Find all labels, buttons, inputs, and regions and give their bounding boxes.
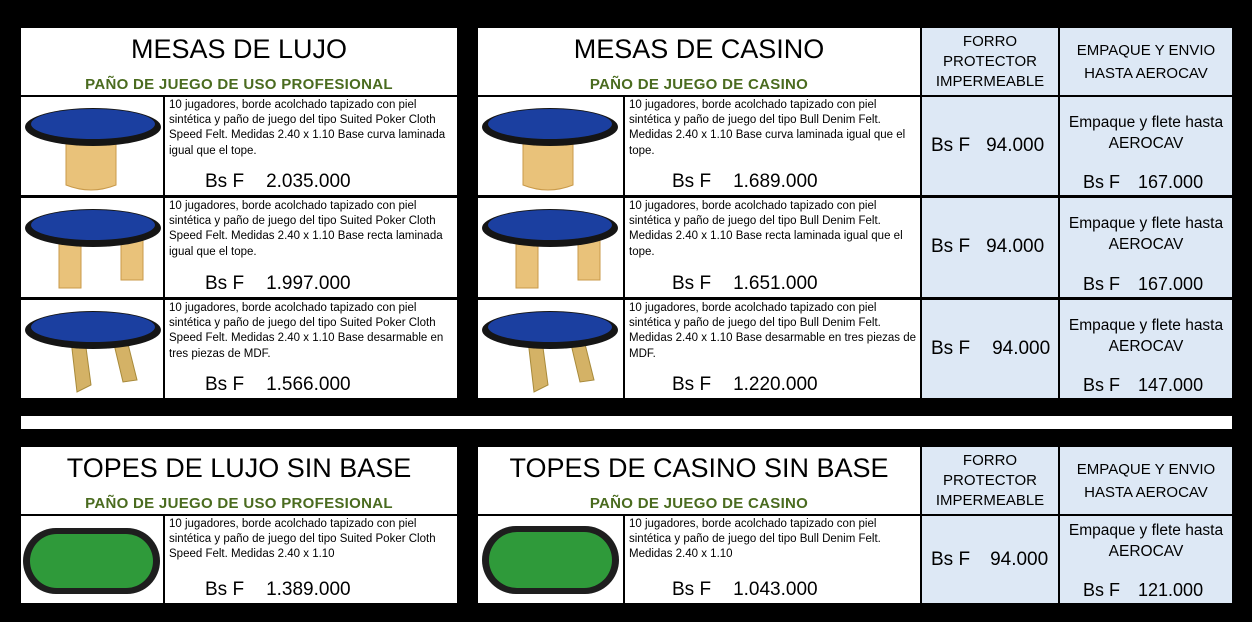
price-cell: [625, 97, 920, 195]
currency: Bs F: [205, 374, 245, 395]
header-line: HASTA AEROCAV: [1084, 64, 1208, 82]
price: [672, 374, 818, 396]
price-amount: 2.035.000: [266, 171, 351, 192]
price-amount: 1.997.000: [266, 273, 351, 294]
price: [672, 273, 818, 295]
ship-price: [1083, 172, 1203, 193]
currency: Bs F: [931, 236, 971, 257]
price-amount: 1.651.000: [733, 273, 818, 294]
header-line: EMPAQUE Y ENVIO: [1076, 41, 1216, 59]
header-line: PROTECTOR: [943, 52, 1037, 70]
currency: Bs F: [672, 579, 712, 600]
ship-text-line: AEROCAV: [1108, 236, 1184, 253]
price-amount: 1.220.000: [733, 374, 818, 395]
product-image-cell: [478, 300, 623, 398]
price-cell: [625, 198, 920, 297]
header-line: IMPERMEABLE: [935, 72, 1045, 90]
price-cell: [165, 198, 457, 297]
ship-price: [1083, 375, 1203, 396]
price: [205, 171, 351, 193]
section-title: TOPES DE LUJO SIN BASE: [66, 453, 412, 483]
product-image-cell: [478, 198, 623, 297]
section-subtitle: PAÑO DE JUEGO DE CASINO: [589, 76, 809, 93]
ship-amount: 121.000: [1138, 580, 1204, 600]
forro-amount: 94.000: [986, 236, 1045, 257]
price-amount: 1.566.000: [266, 374, 351, 395]
green-poker-table-top-image: [21, 516, 163, 603]
header-line: FORRO: [962, 32, 1018, 50]
ship-description: [1060, 315, 1232, 357]
header-mesas-lujo: [21, 28, 457, 95]
price: [205, 374, 351, 396]
ship-price: [1083, 274, 1203, 295]
description-text: 10 jugadores, borde acolchado tapizado con piel sintética y paño de juego del tipo Suited Poker Cloth Speed Felt. Medidas 2.40 x 1.10 Base desarmable en tres piezas de MDF.: [169, 302, 444, 360]
ship-amount: 147.000: [1138, 375, 1204, 395]
blue-poker-table-image: [478, 300, 623, 398]
currency: Bs F: [931, 135, 971, 156]
section-subtitle: PAÑO DE JUEGO DE USO PROFESIONAL: [85, 76, 393, 93]
price: [205, 579, 351, 601]
separator-band: [21, 416, 1232, 429]
price-amount: 1.389.000: [266, 579, 351, 600]
price: [205, 273, 351, 295]
forro-price-cell: [922, 300, 1058, 398]
blue-poker-table-image: [21, 198, 163, 296]
currency: Bs F: [1083, 580, 1121, 600]
product-image-cell: [478, 97, 623, 195]
header-line: FORRO: [962, 451, 1018, 469]
currency: Bs F: [1083, 375, 1121, 395]
currency: Bs F: [1083, 172, 1121, 192]
currency: Bs F: [931, 338, 971, 359]
header-topes-lujo: [21, 447, 457, 514]
forro-price-cell: [922, 198, 1058, 297]
product-image-cell: [21, 97, 163, 195]
table-base: [66, 142, 116, 190]
forro-column-header: [922, 28, 1058, 95]
header-line: HASTA AEROCAV: [1084, 483, 1208, 501]
ship-description: [1060, 520, 1232, 562]
currency: Bs F: [205, 273, 245, 294]
forro-price-cell: [922, 516, 1058, 603]
table-felt: [488, 210, 612, 240]
forro-column-header: [922, 447, 1058, 514]
table-felt: [31, 210, 155, 240]
product-image-cell: [21, 300, 163, 398]
currency: Bs F: [1083, 274, 1121, 294]
ship-text-line: Empaque y flete hasta: [1068, 317, 1224, 334]
price-amount: 1.689.000: [733, 171, 818, 192]
currency: Bs F: [205, 171, 245, 192]
section-title: TOPES DE CASINO SIN BASE: [509, 453, 889, 483]
forro-amount: 94.000: [992, 338, 1051, 359]
section-subtitle: PAÑO DE JUEGO DE CASINO: [589, 495, 809, 512]
ship-price-cell: [1060, 97, 1232, 195]
ship-price-cell: [1060, 516, 1232, 603]
ship-text-line: Empaque y flete hasta: [1068, 114, 1224, 131]
table-felt: [31, 109, 155, 139]
ship-amount: 167.000: [1138, 274, 1204, 294]
price-cell: [165, 516, 457, 603]
ship-text-line: AEROCAV: [1108, 543, 1184, 560]
product-image-cell: [478, 516, 623, 603]
description-text: 10 jugadores, borde acolchado tapizado con piel sintética y paño de juego del tipo Bull Denim Felt. Medidas 2.40 x 1.10 Base desarmable en tres piezas de MDF.: [629, 302, 917, 360]
product-image-cell: [21, 516, 163, 603]
price: [672, 579, 818, 601]
forro-price: [931, 549, 1048, 571]
ship-price: [1083, 580, 1203, 601]
blue-poker-table-image: [478, 198, 623, 296]
ship-column-header: [1060, 447, 1232, 514]
description-text: 10 jugadores, borde acolchado tapizado con piel sintética y paño de juego del tipo Suited Poker Cloth Speed Felt. Medidas 2.40 x 1.10 Base curva laminada igual que el tope.: [169, 99, 446, 157]
green-poker-table-top-image: [478, 516, 623, 603]
ship-price-cell: [1060, 300, 1232, 398]
table-felt: [488, 312, 612, 342]
ship-amount: 167.000: [1138, 172, 1204, 192]
currency: Bs F: [205, 579, 245, 600]
forro-price: [931, 338, 1050, 360]
price-amount: 1.043.000: [733, 579, 818, 600]
ship-description: [1060, 213, 1232, 255]
ship-price-cell: [1060, 198, 1232, 297]
ship-text-line: AEROCAV: [1108, 338, 1184, 355]
forro-price: [931, 236, 1044, 258]
forro-amount: 94.000: [986, 135, 1045, 156]
currency: Bs F: [672, 171, 712, 192]
blue-poker-table-image: [21, 300, 163, 398]
header-line: EMPAQUE Y ENVIO: [1076, 460, 1216, 478]
blue-poker-table-image: [478, 97, 623, 195]
description-text: 10 jugadores, borde acolchado tapizado con piel sintética y paño de juego del tipo Suited Poker Cloth Speed Felt. Medidas 2.40 x 1.10: [169, 518, 436, 561]
header-mesas-casino: [478, 28, 920, 95]
forro-price-cell: [922, 97, 1058, 195]
section-title: MESAS DE LUJO: [130, 34, 348, 64]
header-line: PROTECTOR: [943, 471, 1037, 489]
table-base: [523, 142, 573, 190]
header-line: IMPERMEABLE: [935, 491, 1045, 509]
price-cell: [165, 300, 457, 398]
price: [672, 171, 818, 193]
currency: Bs F: [672, 273, 712, 294]
ship-text-line: Empaque y flete hasta: [1068, 215, 1224, 232]
section-subtitle: PAÑO DE JUEGO DE USO PROFESIONAL: [85, 495, 393, 512]
description-text: 10 jugadores, borde acolchado tapizado con piel sintética y paño de juego del tipo Bull Denim Felt. Medidas 2.40 x 1.10 Base curva laminada igual que el tope.: [629, 99, 906, 157]
description-text: 10 jugadores, borde acolchado tapizado con piel sintética y paño de juego del tipo Suited Poker Cloth Speed Felt. Medidas 2.40 x 1.10 Base recta laminada igual que el tope.: [169, 200, 443, 258]
product-image-cell: [21, 198, 163, 297]
price-cell: [165, 97, 457, 195]
blue-poker-table-image: [21, 97, 163, 195]
description-text: 10 jugadores, borde acolchado tapizado con piel sintética y paño de juego del tipo Bull Denim Felt. Medidas 2.40 x 1.10: [629, 518, 881, 561]
ship-description: [1060, 112, 1232, 154]
table-felt: [31, 312, 155, 342]
currency: Bs F: [672, 374, 712, 395]
price-cell: [625, 300, 920, 398]
forro-amount: 94.000: [990, 549, 1049, 570]
section-title: MESAS DE CASINO: [573, 34, 825, 64]
description-text: 10 jugadores, borde acolchado tapizado con piel sintética y paño de juego del tipo Bull Denim Felt. Medidas 2.40 x 1.10 Base recta laminada igual que el tope.: [629, 200, 903, 258]
price-cell: [625, 516, 920, 603]
header-topes-casino: [478, 447, 920, 514]
ship-text-line: AEROCAV: [1108, 135, 1184, 152]
forro-price: [931, 135, 1044, 157]
table-felt: [488, 109, 612, 139]
currency: Bs F: [931, 549, 971, 570]
ship-column-header: [1060, 28, 1232, 95]
ship-text-line: Empaque y flete hasta: [1068, 522, 1224, 539]
